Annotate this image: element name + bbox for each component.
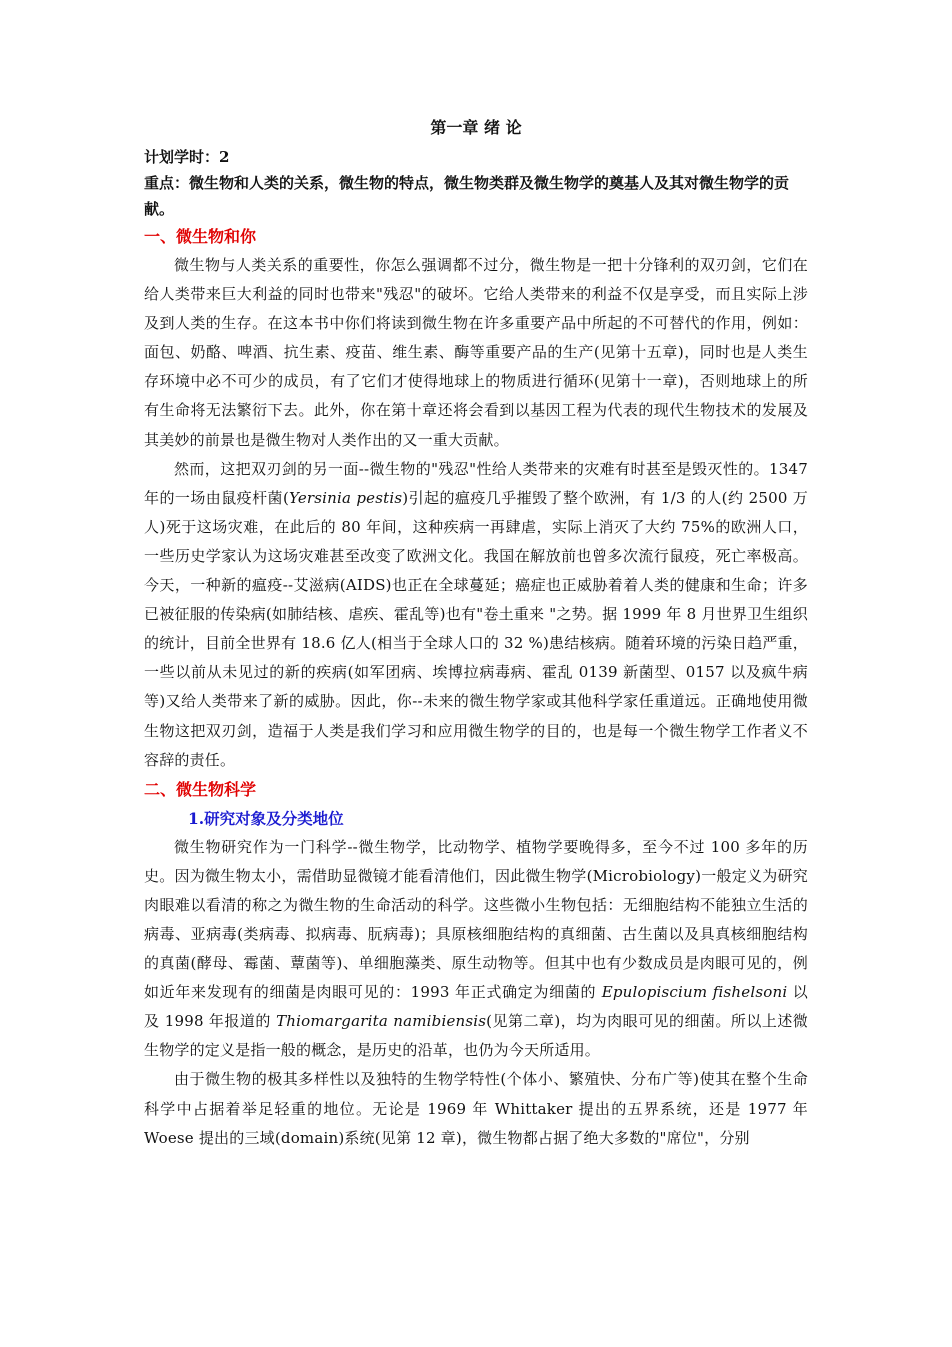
- text-run: )引起的瘟疫几乎摧毁了整个欧洲，有 1/3 的人(约 2500 万人)死于这场灾难，在此后的 80 年间，这种疾病一再肆虐，实际上消灭了大约 75%的欧洲人口，一些历史学家认为这场灾难甚至改变了欧洲文化。我国在解放前也曾多次流行鼠疫，死亡率极高。今天，一种新的瘟疫--艾滋病(AIDS)也正在全球蔓延；癌症也正威胁着着人类的健康和生命；许多已被征服的传染病(如肺结核、虐疾、霍乱等)也有"卷土重来 "之势。据 1999 年 8 月世界卫生组织的统计，目前全世界有 18.6 亿人(相当于全球人口的 32 %)患结核病。随着环境的污染日趋严重，一些以前从未见过的新的疾病(如军团病、埃博拉病毒病、霍乱 0139 新菌型、0157 以及疯牛病等)又给人类带来了新的威胁。因此，你--未来的微生物学家或其他科学家任重道远。正确地使用微生物这把双刃剑，造福于人类是我们学习和应用微生物学的目的，也是每一个微生物学工作者义不容辞的责任。: [144, 488, 809, 769]
- subheading-research-object: 1.研究对象及分类地位: [188, 808, 344, 828]
- species-name: Yersinia pestis: [289, 488, 403, 507]
- section-heading-microbes-and-you: 一、微生物和你: [144, 227, 257, 246]
- text-run: 然而，这把双刃剑的另一面--微生物的"残忍"性给人类带来的灾难有时甚至是毁灭性的。1347 年的一场由鼠疫杆菌(: [144, 459, 808, 507]
- document-page: [144, 112, 808, 1153]
- text-run: (见第二章)，均为肉眼可见的细菌。所以上述微生物学的定义是指一般的概念，是历史的沿革，也仍为今天所适用。: [144, 1012, 808, 1060]
- plan-hours: 计划学时：2: [144, 148, 230, 166]
- text-run: 以及 1998 年报道的: [144, 983, 808, 1031]
- chapter-title: 第一章 绪 论: [430, 118, 522, 137]
- section-heading-microbial-science: 二、微生物科学: [144, 779, 257, 799]
- paragraph: 微生物与人类关系的重要性，你怎么强调都不过分，微生物是一把十分锋利的双刃剑，它们在给人类带来巨大利益的同时也带来"残忍"的破坏。它给人类带来的利益不仅是享受，而且实际上涉及到人类的生存。在这本书中你们将读到微生物在许多重要产品中所起的不可替代的作用，例如：面包、奶酪、啤酒、抗生素、疫苗、维生素、酶等重要产品的生产(见第十五章)，同时也是人类生存环境中必不可少的成员，有了它们才使得地球上的物质进行循环(见第十一章)，否则地球上的所有生命将无法繁衍下去。此外，你在第十章还将会看到以基因工程为代表的现代生物技术的发展及其美妙的前景也是微生物对人类作出的又一重大贡献。: [144, 256, 808, 449]
- text-run: 微生物研究作为一门科学--微生物学，比动物学、植物学要晚得多，至今不过 100 多年的历史。因为微生物太小，需借助显微镜才能看清他们，因此微生物学(Microbiology)一般定义为研究肉眼难以看清的称之为微生物的生命活动的科学。这些微小生物包括：无细胞结构不能独立生活的病毒、亚病毒(类病毒、拟病毒、朊病毒)；具原核细胞结构的真细菌、古生菌以及具真核细胞结构的真菌(酵母、霉菌、蕈菌等)、单细胞藻类、原生动物等。但其中也有少数成员是肉眼可见的，例如近年来发现有的细菌是肉眼可见的：1993 年正式确定为细菌的: [144, 837, 808, 1002]
- species-name: Epulopiscium fishelsoni: [601, 983, 788, 1002]
- paragraph: [144, 455, 808, 775]
- paragraph: [144, 833, 808, 1066]
- key-points: 重点：微生物和人类的关系，微生物的特点，微生物类群及微生物学的奠基人及其对微生物学的贡献。: [144, 174, 790, 218]
- species-name: Thiomargarita namibiensis: [276, 1012, 487, 1031]
- paragraph: 由于微生物的极其多样性以及独特的生物学特性(个体小、繁殖快、分布广等)使其在整个生命科学中占据着举足轻重的地位。无论是 1969 年 Whittaker 提出的五界系统，还是 1977 年 Woese 提出的三域(domain)系统(见第 12 章)，微生物都占据了绝大多数的"席位"，分别: [144, 1070, 808, 1147]
